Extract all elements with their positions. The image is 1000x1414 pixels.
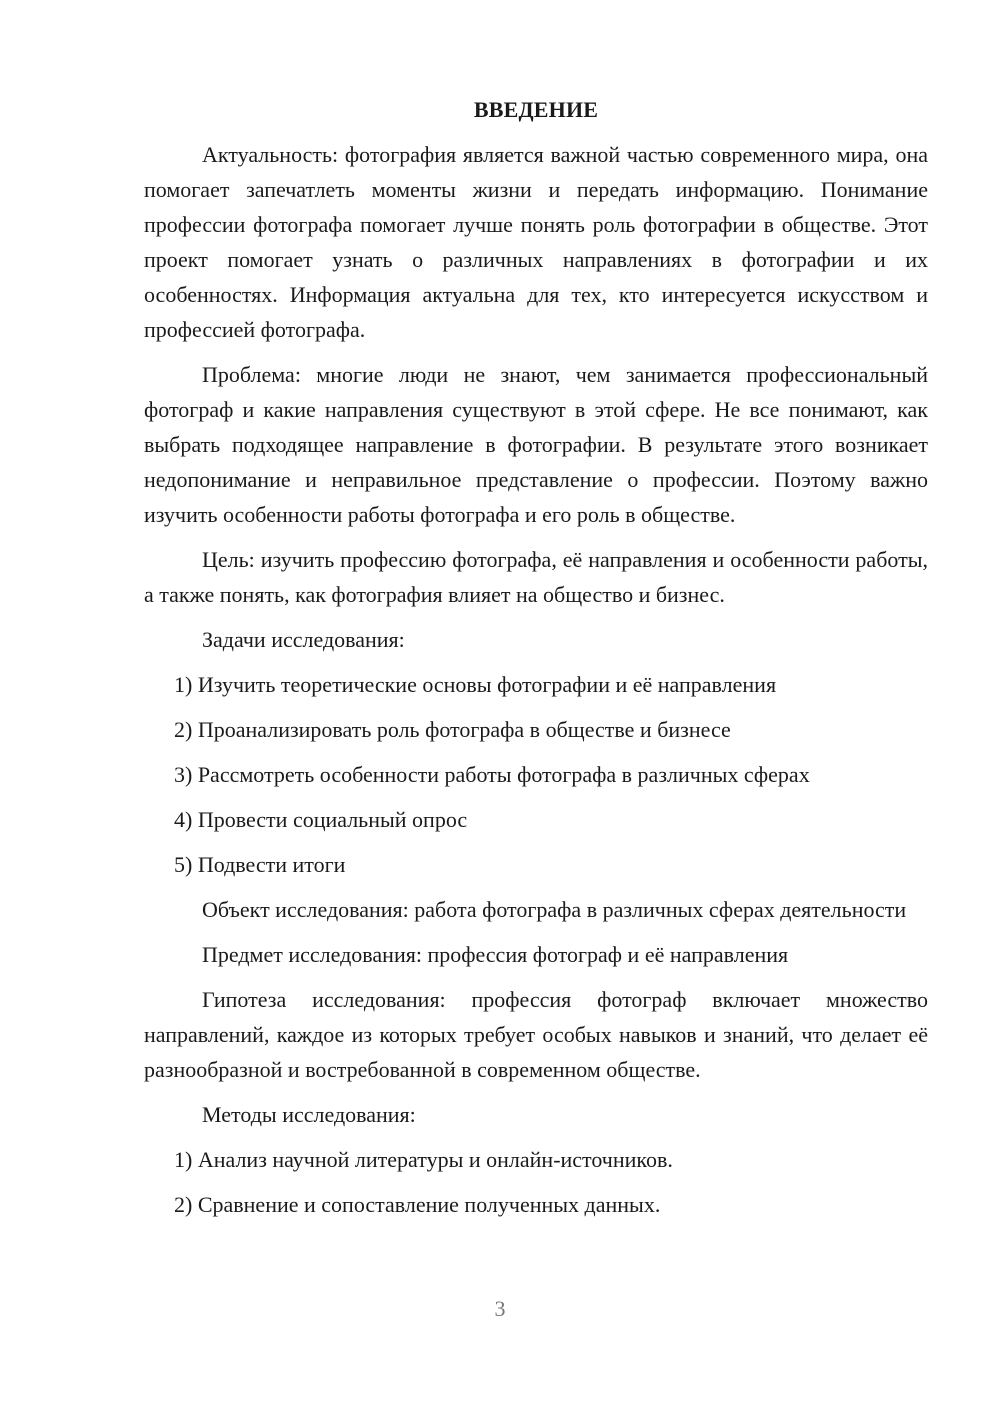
task-item: 3) Рассмотреть особенности работы фотографа в различных сферах [174,762,810,787]
section-title: ВВЕДЕНИЕ [473,97,599,122]
page-content [144,92,928,1232]
methods-heading: Методы исследования: [202,1102,416,1127]
subject-paragraph: Предмет исследования: профессия фотограф и её направления [202,942,789,967]
relevance-paragraph: Актуальность: фотография является важной частью современного мира, она помогает запечатлеть моменты жизни и передать информацию. Понимание профессии фотографа помогает лучше понять роль фотографии в обществе. Этот проект помогает узнать о различных направлениях в фотографии и их особенностях. Информация актуальна для тех, кто интересуется искусством и профессией фотографа. [144,142,928,342]
task-item: 4) Провести социальный опрос [174,807,468,832]
hypothesis-paragraph: Гипотеза исследования: профессия фотограф включает множество направлений, каждое из которых требует особых навыков и знаний, что делает её разнообразной и востребованной в современном обществе. [144,987,928,1082]
method-item: 1) Анализ научной литературы и онлайн-источников. [174,1147,673,1172]
task-item: 5) Подвести итоги [174,852,346,877]
object-paragraph: Объект исследования: работа фотографа в различных сферах деятельности [202,897,907,922]
tasks-heading: Задачи исследования: [202,627,405,652]
page-number: 3 [494,1296,506,1321]
task-item: 1) Изучить теоретические основы фотографии и её направления [174,672,777,697]
task-item: 2) Проанализировать роль фотографа в обществе и бизнесе [174,717,731,742]
problem-paragraph: Проблема: многие люди не знают, чем занимается профессиональный фотограф и какие направления существуют в этой сфере. Не все понимают, как выбрать подходящее направление в фотографии. В результате этого возникает недопонимание и неправильное представление о профессии. Поэтому важно изучить особенности работы фотографа и его роль в обществе. [144,362,928,527]
goal-paragraph: Цель: изучить профессию фотографа, её направления и особенности работы, а также понять, как фотография влияет на общество и бизнес. [144,547,928,607]
method-item: 2) Сравнение и сопоставление полученных данных. [174,1192,661,1217]
